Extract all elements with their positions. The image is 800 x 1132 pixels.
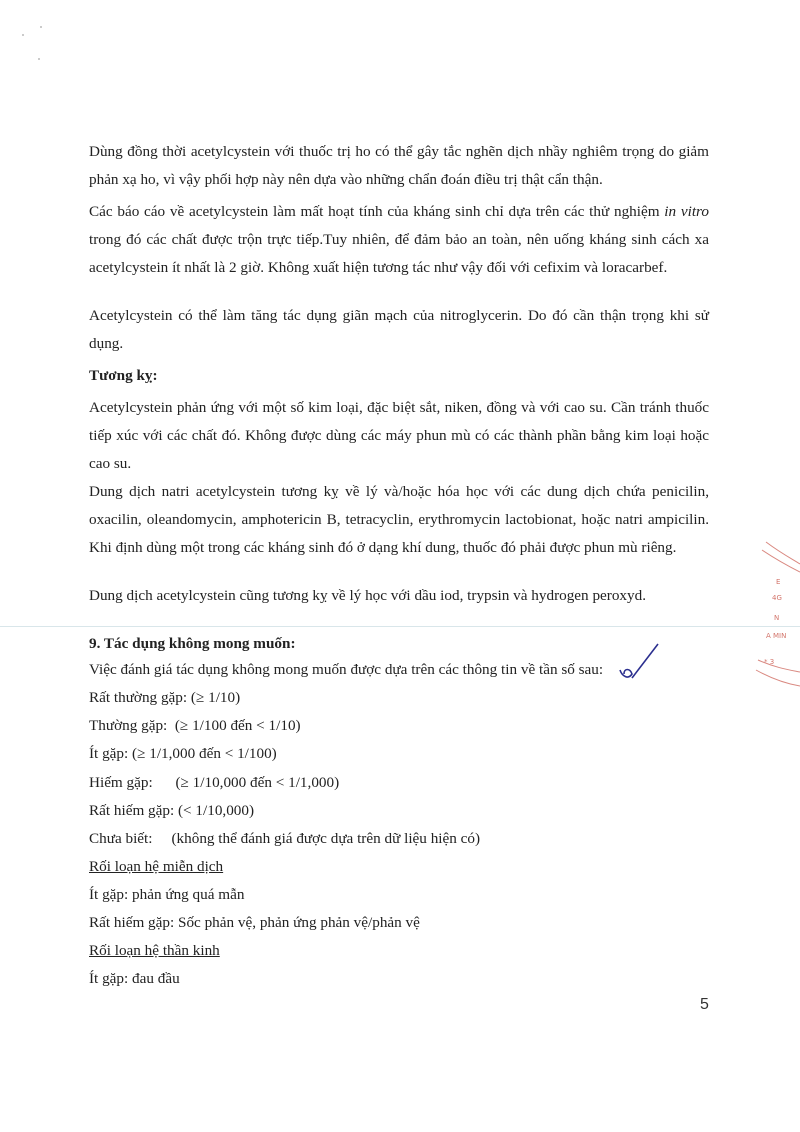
paragraph-antibiotic-text-end: trong đó các chất được trộn trực tiếp.Tuy nhiên, để đảm bảo an toàn, nên uống kháng sinh cách xa acetylcystein ít nhất là 2 giờ. Không xuất hiện tương tác như vậy đối với cefixim và loracarbef.: [89, 231, 709, 276]
svg-text:4G: 4G: [772, 594, 782, 602]
paragraph-cough-interaction: Dùng đồng thời acetylcystein với thuốc trị ho có thể gây tắc nghẽn dịch nhầy nghiêm trọng do giảm phản xạ ho, vì vậy phối hợp này nên dựa vào những chẩn đoán điều trị thật cẩn thận.: [89, 143, 709, 188]
paragraph-nitroglycerin: Acetylcystein có thể làm tăng tác dụng giãn mạch của nitroglycerin. Do đó cần thận trọng khi sử dụng.: [89, 307, 709, 352]
frequency-label: Thường gặp:: [89, 717, 168, 734]
frequency-value: (≥ 1/100 đến < 1/10): [174, 717, 301, 734]
svg-text:* 3: * 3: [764, 658, 775, 666]
frequency-label: Hiếm gặp:: [89, 774, 153, 791]
frequency-unknown: [89, 825, 480, 853]
paragraph-antibiotic-interaction: [89, 198, 709, 282]
frequency-uncommon: [89, 740, 277, 768]
frequency-label: Ít gặp:: [89, 745, 129, 762]
frequency-very-common: [89, 684, 240, 712]
immune-item: Ít gặp: phản ứng quá mẫn: [89, 886, 245, 903]
scan-speck: [22, 34, 24, 36]
heading-section-9: 9. Tác dụng không mong muốn:: [89, 635, 296, 652]
nervous-item: Ít gặp: đau đầu: [89, 970, 180, 987]
paragraph-frequency-intro: Việc đánh giá tác dụng không mong muốn được dựa trên các thông tin về tần số sau:: [89, 661, 604, 678]
frequency-value: (không thể đánh giá được dựa trên dữ liệu hiện có): [171, 830, 481, 847]
frequency-value: (≥ 1/1,000 đến < 1/100): [132, 745, 277, 762]
immune-item: Rất hiếm gặp: Sốc phản vệ, phản ứng phản vệ/phản vệ: [89, 914, 420, 931]
paragraph-iodine: Dung dịch acetylcystein cũng tương kỵ về lý học với dầu iod, trypsin và hydrogen peroxyd.: [89, 587, 647, 604]
partial-stamp-icon: [752, 540, 800, 700]
svg-text:A MIN: A MIN: [766, 632, 787, 640]
frequency-value: (< 1/10,000): [178, 802, 255, 819]
handwritten-checkmark-icon: [612, 640, 662, 684]
frequency-rare: [89, 769, 339, 797]
scan-speck: [38, 58, 40, 60]
heading-incompatibility: Tương kỵ:: [89, 367, 158, 384]
frequency-label: Rất thường gặp:: [89, 689, 188, 706]
frequency-value: (≥ 1/10): [190, 689, 241, 706]
frequency-value: (≥ 1/10,000 đến < 1/1,000): [175, 774, 340, 791]
heading-nervous-disorders: Rối loạn hệ thần kinh: [89, 942, 220, 959]
frequency-label: Chưa biết:: [89, 830, 153, 847]
scan-speck: [40, 26, 42, 28]
scan-divider-line: [0, 626, 800, 627]
heading-immune-disorders: Rối loạn hệ miễn dịch: [89, 858, 224, 875]
in-vitro-term: in vitro: [664, 203, 709, 220]
frequency-common: [89, 712, 301, 740]
page-number: 5: [700, 996, 709, 1013]
svg-text:N: N: [774, 614, 780, 622]
frequency-label: Rất hiếm gặp:: [89, 802, 175, 819]
frequency-very-rare: [89, 797, 254, 825]
paragraph-solutions: Dung dịch natri acetylcystein tương kỵ về lý và/hoặc hóa học với các dung dịch chứa penicilin, oxacilin, oleandomycin, amphotericin B, tetracyclin, erythromycin lactobionat, hoặc natri ampicilin. Khi định dùng một trong các kháng sinh đó ở dạng khí dung, thuốc đó phải được phun mù riêng.: [89, 483, 709, 556]
paragraph-antibiotic-text-start: Các báo cáo về acetylcystein làm mất hoạt tính của kháng sinh chỉ dựa trên các thử nghiệm: [89, 203, 665, 220]
svg-text:E: E: [776, 578, 781, 586]
paragraph-metals: Acetylcystein phản ứng với một số kim loại, đặc biệt sắt, niken, đồng và với cao su. Cần tránh thuốc tiếp xúc với các chất đó. Không được dùng các máy phun mù có các thành phần bằng kim loại hoặc cao su.: [89, 399, 709, 472]
